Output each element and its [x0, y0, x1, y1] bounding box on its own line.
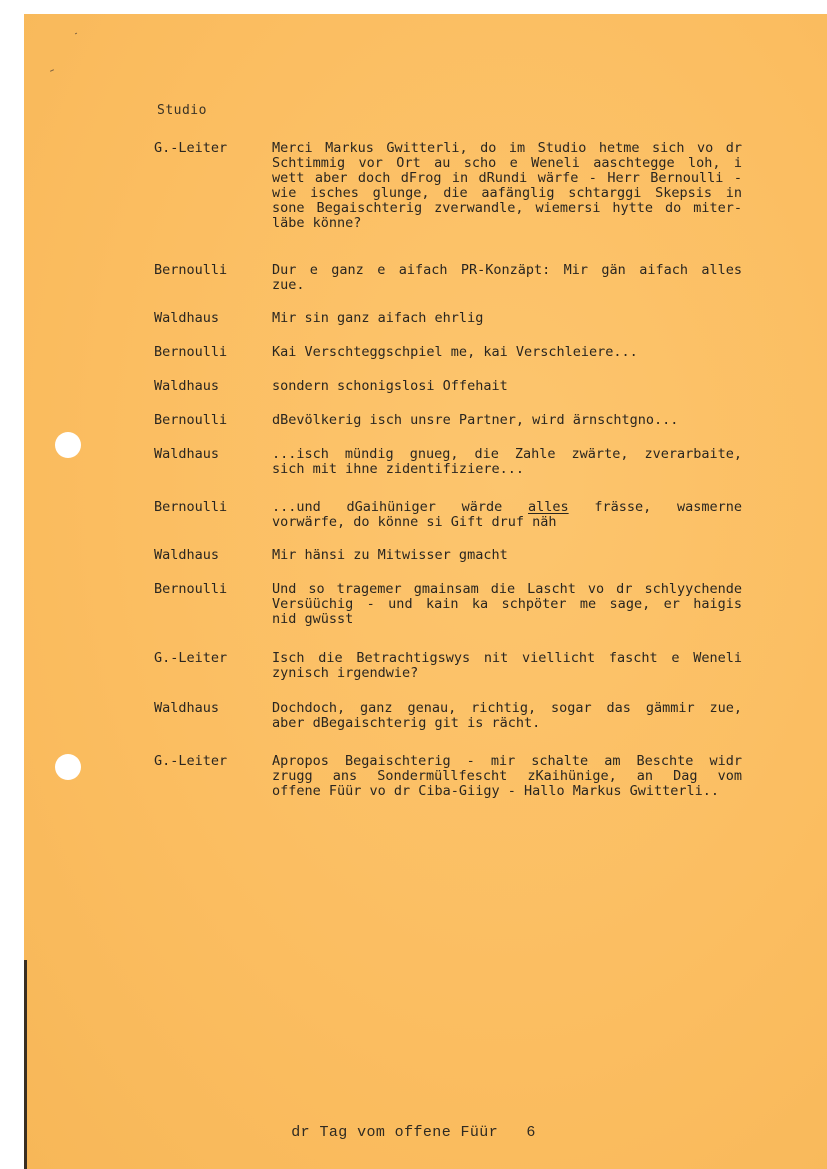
dialogue-line: sich mit ihne zidentifiziere...: [272, 461, 524, 477]
punch-hole-lower: [55, 754, 81, 780]
dialogue-line: Und so tragemer gmainsam die Lascht vo dr schlyychende: [272, 581, 742, 597]
dialogue-line: läbe könne?: [272, 215, 362, 231]
dialogue-line: Dochdoch, ganz genau, richtig, sogar das gämmir zue,: [272, 700, 742, 716]
dialogue-line: wie isches glunge, die aafänglig schtarggi Skepsis in: [272, 185, 742, 201]
dialogue-line: Mir hänsi zu Mitwisser gmacht: [272, 547, 508, 563]
dialogue-line: dBevölkerig isch unsre Partner, wird ärnschtgno...: [272, 412, 679, 428]
punch-hole-upper: [55, 432, 81, 458]
dialogue-line: offene Füür vo dr Ciba-Giigy - Hallo Markus Gwitterli..: [272, 783, 720, 799]
dialogue-line: aber dBegaischterig git is rächt.: [272, 715, 541, 731]
speaker-name: G.-Leiter: [154, 140, 228, 156]
speaker-name: Bernoulli: [154, 499, 228, 515]
speaker-name: Waldhaus: [154, 446, 220, 462]
speaker-name: Bernoulli: [154, 262, 228, 278]
speaker-name: Bernoulli: [154, 581, 228, 597]
dialogue-line: Versüüchig - und kain ka schpöter me sage, er haigis: [272, 596, 742, 612]
speaker-name: Waldhaus: [154, 378, 220, 394]
dialogue-line: wett aber doch dFrog in dRundi wärfe - Herr Bernoulli -: [272, 170, 742, 186]
section-label: Studio: [157, 103, 207, 118]
page-footer: [0, 1124, 827, 1141]
speaker-name: Waldhaus: [154, 547, 220, 563]
page-number: 6: [526, 1124, 536, 1141]
dialogue-line: ...und dGaihüniger wärde alles frässe, wasmerne: [272, 499, 742, 515]
underlined-word: alles: [527, 499, 569, 515]
speaker-name: G.-Leiter: [154, 650, 228, 666]
dialogue-line: Isch die Betrachtigswys nit viellicht fascht e Weneli: [272, 650, 742, 666]
dialogue-line: sone Begaischterig zverwandle, wiemersi hytte do miter-: [272, 200, 742, 216]
dialogue-line: Kai Verschteggschpiel me, kai Verschleiere...: [272, 344, 638, 360]
speaker-name: Waldhaus: [154, 700, 220, 716]
speaker-name: Bernoulli: [154, 344, 228, 360]
footer-title: dr Tag vom offene Füür: [291, 1124, 499, 1141]
dialogue-line: ...isch mündig gnueg, die Zahle zwärte, zverarbaite,: [272, 446, 742, 462]
dialogue-line: vorwärfe, do könne si Gift druf näh: [272, 514, 557, 530]
dialogue-line: Mir sin ganz aifach ehrlig: [272, 310, 484, 326]
dialogue-line: zynisch irgendwie?: [272, 665, 419, 681]
dialogue-line: Schtimmig vor Ort au scho e Weneli aaschtegge loh, i: [272, 155, 742, 171]
dialogue-line: nid gwüsst: [272, 611, 354, 627]
speaker-name: G.-Leiter: [154, 753, 228, 769]
dialogue-line: Apropos Begaischterig - mir schalte am Beschte widr: [272, 753, 742, 769]
dialogue-line: zue.: [272, 277, 305, 293]
dialogue-line: Dur e ganz e aifach PR-Konzäpt: Mir gän aifach alles: [272, 262, 742, 278]
speaker-name: Bernoulli: [154, 412, 228, 428]
speaker-name: Waldhaus: [154, 310, 220, 326]
dialogue-line: sondern schonigslosi Offehait: [272, 378, 508, 394]
dialogue-line: Merci Markus Gwitterli, do im Studio hetme sich vo dr: [272, 140, 742, 156]
dialogue-line: zrugg ans Sondermüllfescht zKaihünige, an Dag vom: [272, 768, 742, 784]
